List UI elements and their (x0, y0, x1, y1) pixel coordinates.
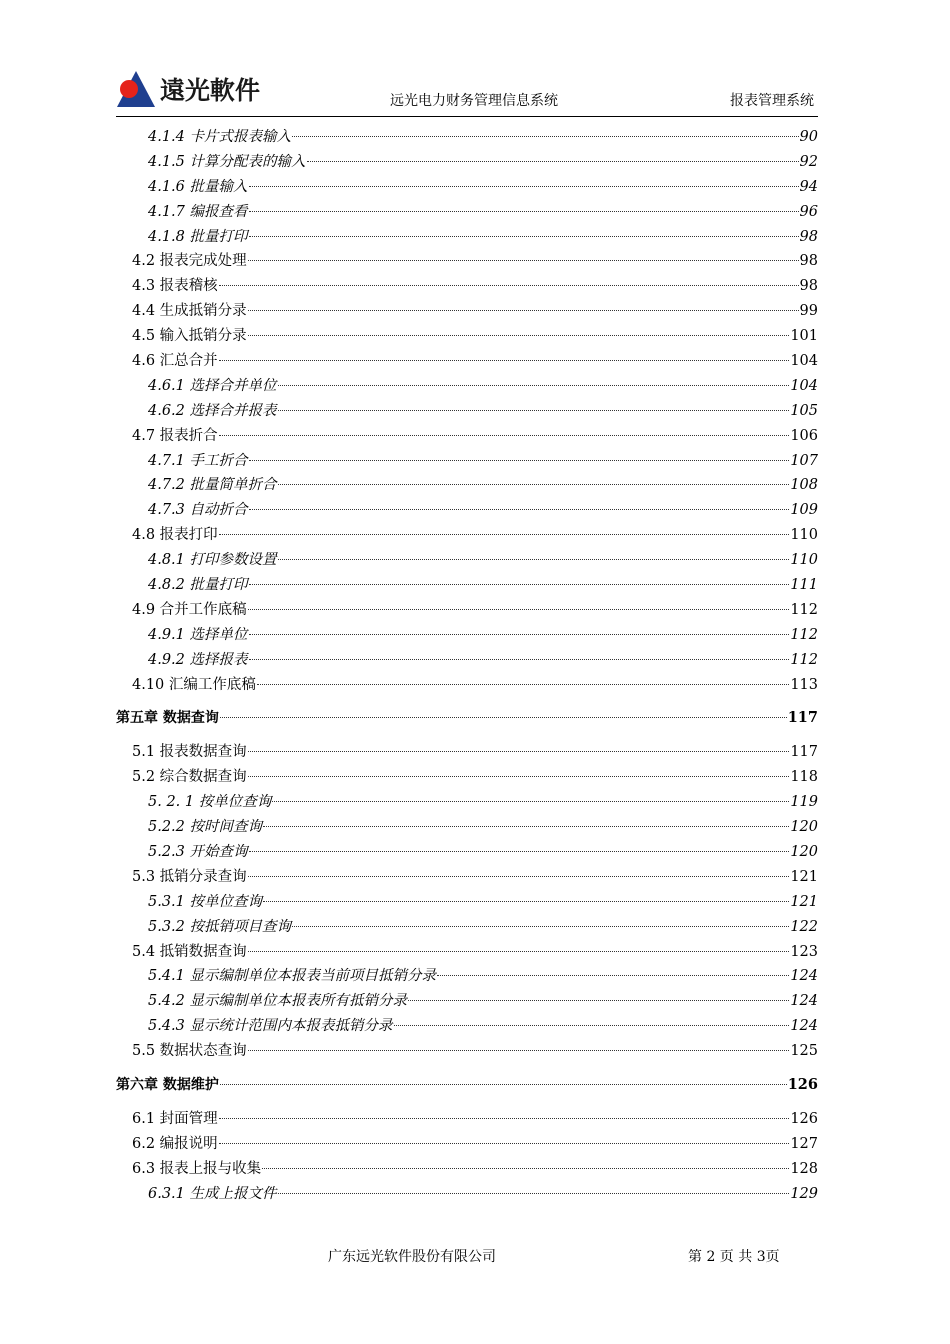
toc-entry-title: 6.3 报表上报与收集 (132, 1160, 262, 1177)
toc-entry-title: 第五章 数据查询 (116, 710, 219, 727)
toc-entry-page: 118 (790, 769, 818, 786)
toc-entry-page: 124 (790, 993, 818, 1010)
toc-entry[interactable] (116, 473, 818, 498)
dot-leader (437, 975, 789, 976)
toc-entry-title: 4.8.1 打印参数设置 (148, 552, 277, 569)
toc-entry-page: 126 (790, 1110, 818, 1127)
page-header (116, 66, 818, 117)
toc-entry[interactable] (116, 840, 818, 865)
dot-leader (220, 717, 787, 718)
toc-entry-title: 4.5 输入抵销分录 (132, 328, 247, 345)
dot-leader (249, 460, 790, 461)
toc-entry-title: 5.4.2 显示编制单位本报表所有抵销分录 (148, 993, 408, 1010)
toc-entry-page: 112 (790, 626, 818, 643)
toc-entry-title: 4.1.5 计算分配表的输入 (148, 153, 306, 170)
dot-leader (249, 236, 799, 237)
toc-entry-page: 120 (790, 843, 818, 860)
toc-entry[interactable] (116, 125, 818, 150)
dot-leader (219, 1118, 790, 1119)
toc-entry[interactable] (116, 915, 818, 940)
dot-leader (394, 1025, 790, 1026)
toc-entry-page: 108 (790, 477, 818, 494)
toc-entry-page: 99 (799, 303, 818, 320)
toc-entry-page: 98 (799, 253, 818, 270)
dot-leader (278, 559, 790, 560)
dot-leader (278, 484, 790, 485)
toc-entry-page: 105 (790, 402, 818, 419)
toc-entry[interactable] (116, 573, 818, 598)
toc-entry-title: 4.10 汇编工作底稿 (132, 676, 256, 693)
toc-entry[interactable] (116, 349, 818, 374)
toc-entry[interactable] (116, 623, 818, 648)
toc-entry-title: 5.4.3 显示统计范围内本报表抵销分录 (148, 1018, 393, 1035)
toc-entry-page: 122 (790, 918, 818, 935)
toc-entry-page: 124 (790, 1018, 818, 1035)
dot-leader (248, 260, 799, 261)
toc-entry-title: 4.1.7 编报查看 (148, 203, 248, 220)
toc-entry[interactable] (116, 648, 818, 673)
dot-leader (292, 136, 799, 137)
toc-entry[interactable] (116, 964, 818, 989)
toc-entry-page: 98 (799, 228, 818, 245)
toc-entry-page: 120 (790, 819, 818, 836)
toc-entry-title: 5.4 抵销数据查询 (132, 943, 247, 960)
toc-entry-page: 94 (799, 178, 818, 195)
dot-leader (257, 684, 789, 685)
dot-leader (249, 851, 790, 852)
toc-entry[interactable] (116, 706, 818, 731)
dot-leader (249, 211, 799, 212)
toc-entry[interactable] (116, 790, 818, 815)
toc-entry-page: 112 (790, 651, 818, 668)
toc-entry-title: 5.2 综合数据查询 (132, 769, 247, 786)
toc-entry[interactable] (116, 890, 818, 915)
toc-entry[interactable] (116, 815, 818, 840)
dot-leader (278, 1193, 790, 1194)
toc-entry-page: 124 (790, 968, 818, 985)
toc-entry-title: 4.9.1 选择单位 (148, 626, 248, 643)
toc-entry-title: 4.7.1 手工折合 (148, 452, 248, 469)
toc-entry[interactable] (116, 424, 818, 449)
toc-entry-page: 117 (787, 709, 818, 727)
toc-entry-title: 5. 2. 1 按单位查询 (148, 794, 272, 811)
toc-entry-title: 4.1.6 批量输入 (148, 178, 248, 195)
toc-entry-title: 4.4 生成抵销分录 (132, 303, 247, 320)
toc-entry[interactable] (116, 200, 818, 225)
toc-entry-page: 106 (790, 427, 818, 444)
dot-leader (248, 310, 799, 311)
toc-entry-title: 5.3.2 按抵销项目查询 (148, 918, 292, 935)
dot-leader (249, 659, 790, 660)
dot-leader (262, 1168, 789, 1169)
dot-leader (249, 584, 790, 585)
toc-entry-page: 117 (790, 744, 818, 761)
toc-entry[interactable] (116, 449, 818, 474)
toc-entry-page: 92 (799, 153, 818, 170)
toc-entry-title: 第六章 数据维护 (116, 1076, 219, 1093)
toc-entry[interactable] (116, 274, 818, 299)
footer-company: 广东远光软件股份有限公司 (328, 1249, 496, 1265)
dot-leader (248, 1050, 790, 1051)
dot-leader (248, 776, 790, 777)
dot-leader (219, 534, 790, 535)
toc-entry[interactable] (116, 673, 818, 698)
toc-entry-page: 119 (790, 794, 818, 811)
toc-entry[interactable] (116, 225, 818, 250)
toc-entry-title: 4.6 汇总合并 (132, 353, 218, 370)
dot-leader (278, 385, 790, 386)
dot-leader (272, 801, 789, 802)
dot-leader (249, 509, 790, 510)
toc-entry-title: 4.9 合并工作底稿 (132, 601, 247, 618)
toc-entry-title: 6.1 封面管理 (132, 1110, 218, 1127)
toc-entry-title: 5.2.3 开始查询 (148, 843, 248, 860)
dot-leader (248, 609, 790, 610)
toc-entry-page: 109 (790, 502, 818, 519)
toc-entry-title: 4.1.4 卡片式报表输入 (148, 129, 292, 145)
dot-leader (263, 826, 789, 827)
dot-leader (263, 901, 789, 902)
dot-leader (219, 285, 799, 286)
toc-entry-title: 4.3 报表稽核 (132, 278, 218, 295)
toc-entry-title: 4.7.2 批量简单折合 (148, 477, 277, 494)
section-title: 报表管理系统 (730, 93, 814, 109)
toc-entry-title: 4.2 报表完成处理 (132, 253, 247, 270)
toc-entry-page: 110 (790, 552, 818, 569)
toc-entry-title: 5.3.1 按单位查询 (148, 893, 263, 910)
toc-entry[interactable] (116, 765, 818, 790)
toc-entry[interactable] (116, 324, 818, 349)
toc-entry-title: 6.2 编报说明 (132, 1135, 218, 1152)
toc-entry[interactable] (116, 498, 818, 523)
toc-entry[interactable] (116, 523, 818, 548)
dot-leader (249, 634, 790, 635)
toc-entry[interactable] (116, 1182, 818, 1207)
toc-entry[interactable] (116, 299, 818, 324)
toc-entry-page: 104 (790, 377, 818, 394)
toc-entry[interactable] (116, 1132, 818, 1157)
toc-entry[interactable] (116, 989, 818, 1014)
document-title: 远光电力财务管理信息系统 (390, 93, 558, 109)
toc-entry-page: 111 (790, 577, 818, 594)
toc-entry-title: 5.3 抵销分录查询 (132, 868, 247, 885)
toc-entry-title: 4.1.8 批量打印 (148, 228, 248, 245)
toc-entry-title: 5.5 数据状态查询 (132, 1043, 247, 1060)
toc-entry-page: 107 (790, 452, 818, 469)
toc-entry-page: 127 (790, 1135, 818, 1152)
dot-leader (248, 951, 790, 952)
toc-entry-page: 96 (799, 203, 818, 220)
dot-leader (219, 1143, 790, 1144)
dot-leader (220, 1084, 787, 1085)
toc-entry[interactable] (116, 940, 818, 965)
toc-entry[interactable] (116, 865, 818, 890)
toc-entry-title: 4.6.2 选择合并报表 (148, 402, 277, 419)
toc-entry-page: 129 (790, 1185, 818, 1202)
toc-entry-title: 4.7 报表折合 (132, 427, 218, 444)
logo-text: 遠光軟件 (160, 76, 261, 105)
toc-entry-page: 126 (787, 1075, 818, 1093)
toc-entry[interactable] (116, 249, 818, 274)
dot-leader (278, 410, 790, 411)
dot-leader (307, 161, 799, 162)
toc-entry[interactable] (116, 399, 818, 424)
toc-entry-title: 5.2.2 按时间查询 (148, 819, 263, 836)
toc-entry-title: 4.9.2 选择报表 (148, 651, 248, 668)
dot-leader (219, 435, 790, 436)
toc-entry[interactable] (116, 548, 818, 573)
toc-entry-page: 121 (790, 893, 818, 910)
dot-leader (248, 876, 790, 877)
toc-entry-page: 98 (799, 278, 818, 295)
dot-leader (219, 360, 790, 361)
toc-entry-title: 4.6.1 选择合并单位 (148, 377, 277, 394)
toc-entry-page: 128 (790, 1160, 818, 1177)
dot-leader (292, 926, 789, 927)
toc-entry-title: 6.3.1 生成上报文件 (148, 1185, 277, 1202)
toc-entry[interactable] (116, 374, 818, 399)
toc-entry-page: 104 (790, 353, 818, 370)
toc-entry[interactable] (116, 1014, 818, 1039)
table-of-contents (116, 125, 818, 1206)
toc-entry-title: 4.8.2 批量打印 (148, 577, 248, 594)
toc-entry-title: 4.7.3 自动折合 (148, 502, 248, 519)
toc-entry[interactable] (116, 150, 818, 175)
toc-entry-title: 4.8 报表打印 (132, 527, 218, 544)
toc-entry-page: 90 (799, 129, 818, 145)
dot-leader (248, 751, 790, 752)
toc-entry-page: 125 (790, 1043, 818, 1060)
footer-page-number: 第 2 页 共 3页 (688, 1249, 780, 1265)
toc-entry[interactable] (116, 1073, 818, 1098)
dot-leader (408, 1000, 789, 1001)
dot-leader (249, 186, 799, 187)
toc-entry-page: 121 (790, 868, 818, 885)
toc-entry[interactable] (116, 740, 818, 765)
toc-entry-page: 110 (790, 527, 818, 544)
toc-entry[interactable] (116, 1157, 818, 1182)
toc-entry-title: 5.4.1 显示编制单位本报表当前项目抵销分录 (148, 968, 437, 985)
toc-entry-page: 113 (790, 676, 818, 693)
dot-leader (248, 335, 790, 336)
toc-entry[interactable] (116, 598, 818, 623)
toc-entry[interactable] (116, 175, 818, 200)
toc-entry[interactable] (116, 1107, 818, 1132)
company-logo (116, 68, 260, 110)
toc-entry-page: 101 (790, 328, 818, 345)
toc-entry-title: 5.1 报表数据查询 (132, 744, 247, 761)
toc-entry-page: 123 (790, 943, 818, 960)
toc-entry[interactable] (116, 1039, 818, 1064)
logo-mark-icon (116, 69, 156, 109)
toc-entry-page: 112 (790, 601, 818, 618)
